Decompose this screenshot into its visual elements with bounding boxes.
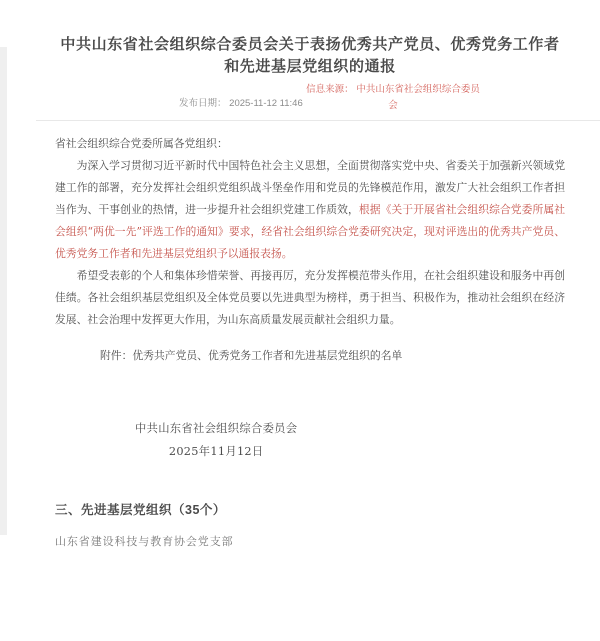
salutation: 省社会组织综合党委所属各党组织： [55,137,228,150]
signature-date: 2025年11月12日 [168,445,264,458]
signature-organization: 中共山东省社会组织综合委员会 [135,422,298,435]
meta-bar [55,82,565,120]
info-source [305,82,481,114]
highlighted-notice-reference: 根据《关于开展省社会组织综合党委所属社会组织“两优一先”评选工作的通知》要求，经省社会组织综合党委研究决定，现对评选出的优秀共产党员、优秀党务工作者和先进基层党组织予以通报表扬。 [55,203,566,260]
signature-block [135,417,297,463]
section-heading-advanced-organizations: 三、先进基层党组织（35个） [55,503,226,517]
paragraph-2: 希望受表彰的个人和集体珍惜荣誉、再接再厉，充分发挥模范带头作用，在社会组织建设和服务中再创佳绩。各社会组织基层党组织及全体党员要以先进典型为榜样，勇于担当、积极作为，推动社会组织在经济发展、社会治理中发挥更大作用，为山东高质量发展贡献社会组织力量。 [55,269,565,326]
org-list-item: 山东省建设科技与教育协会党支部 [55,535,234,548]
document-page [0,34,600,553]
publish-date-label: 发布日期： [179,98,227,109]
paragraph-1 [55,155,565,265]
document-body [55,133,565,553]
attachment-line: 附件：优秀共产党员、优秀党务工作者和先进基层党组织的名单 [100,349,403,362]
publish-date [179,96,303,112]
info-source-value: 中共山东省社会组织综合委员会 [356,84,480,111]
page-title: 中共山东省社会组织综合委员会关于表扬优秀共产党员、优秀党务工作者和先进基层党组织的通报 [60,36,560,75]
header-divider [36,120,600,121]
publish-date-value: 2025-11-12 11:46 [229,98,303,109]
info-source-label: 信息来源： [306,84,354,95]
paragraph-1-text: 为深入学习贯彻习近平新时代中国特色社会主义思想，全面贯彻落实党中央、省委关于加强新兴领域党建工作的部署，充分发挥社会组织党组织战斗堡垒作用和党员的先锋模范作用，激发广大社会组织工作者担当作为、干事创业的热情，进一步提升社会组织党建工作质效， [55,159,565,216]
